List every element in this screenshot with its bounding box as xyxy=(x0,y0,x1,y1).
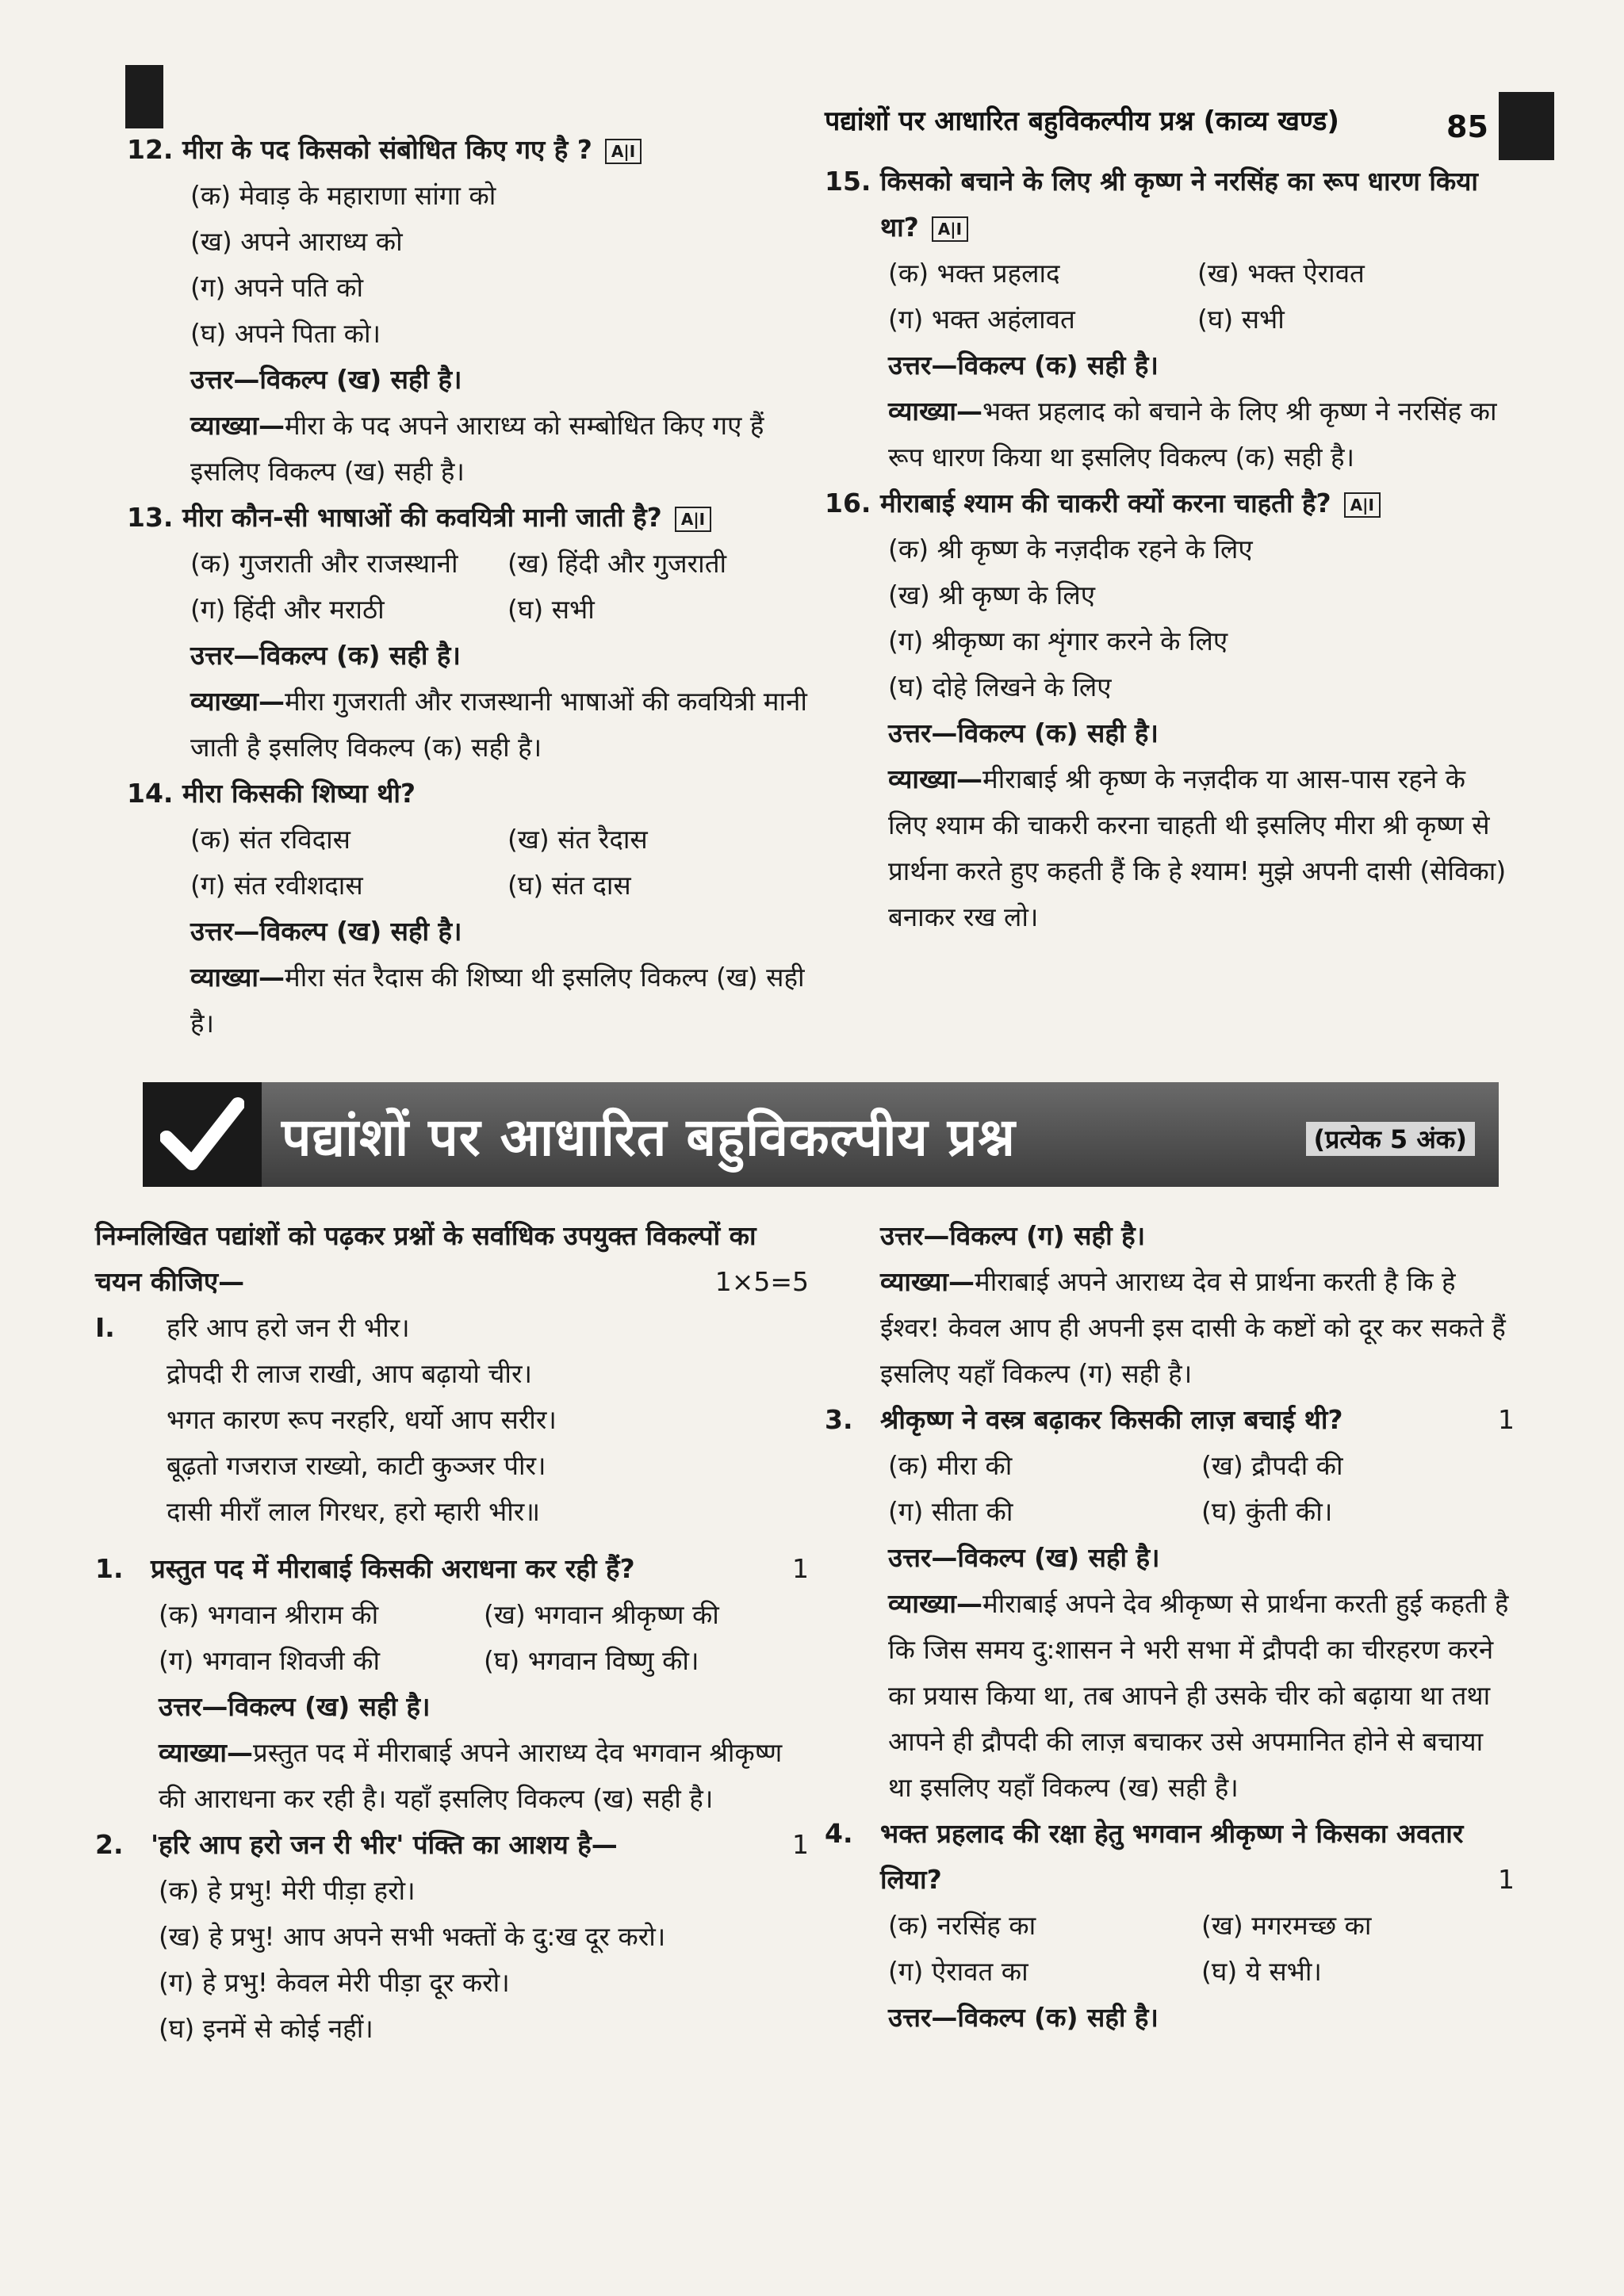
option: (क) संत रविदास xyxy=(190,824,350,855)
answer: उत्तर—विकल्प (ख) सही है। xyxy=(190,364,462,395)
question-number: 14. xyxy=(127,778,174,809)
explanation: व्याख्या—प्रस्तुत पद में मीराबाई अपने आराध्य देव भगवान श्रीकृष्ण की आराधना कर रही है। यहाँ इसलिए विकल्प (ख) सही है। xyxy=(159,1737,783,1814)
option-row xyxy=(888,251,1507,297)
question-text: श्रीकृष्ण ने वस्त्र बढ़ाकर किसकी लाज़ बचाई थी? xyxy=(880,1404,1343,1435)
question-number: 13. xyxy=(127,502,174,533)
option: (ख) हे प्रभु! आप अपने सभी भक्तों के दु:ख दूर करो। xyxy=(159,1921,666,1952)
option: (क) मेवाड़ के महाराणा सांगा को xyxy=(190,180,496,211)
ai-badge: A|I xyxy=(605,139,642,164)
option: (ख) संत रैदास xyxy=(508,824,648,855)
instructions: निम्नलिखित पद्यांशों को पढ़कर प्रश्नों के सर्वाधिक उपयुक्त विकल्पों का चयन कीजिए— 1×5=5 xyxy=(95,1213,809,1305)
top-left-column xyxy=(127,127,825,1047)
option-row xyxy=(888,297,1507,342)
answer: उत्तर—विकल्प (ख) सही है। xyxy=(888,1542,1160,1573)
option: (घ) इनमें से कोई नहीं। xyxy=(159,2013,373,2044)
option-row xyxy=(888,1949,1515,1995)
ai-badge: A|I xyxy=(1344,492,1381,518)
question-text: किसको बचाने के लिए श्री कृष्ण ने नरसिंह का रूप धारण किया था? xyxy=(880,166,1478,243)
section-title: पद्यांशों पर आधारित बहुविकल्पीय प्रश्न xyxy=(282,1107,1016,1168)
question-block xyxy=(825,1811,1515,2041)
explanation: व्याख्या—मीरा के पद अपने आराध्य को सम्बोधित किए गए हैं इसलिए विकल्प (ख) सही है। xyxy=(190,410,764,487)
option: (क) मीरा की xyxy=(888,1450,1013,1481)
poem-line: द्रोपदी री लाज राखी, आप बढ़ायो चीर। xyxy=(167,1358,532,1389)
poem xyxy=(95,1305,809,1535)
option: (ग) श्रीकृष्ण का शृंगार करने के लिए xyxy=(888,626,1228,656)
option-row xyxy=(888,1443,1515,1489)
option: (ख) भक्त ऐरावत xyxy=(1197,258,1365,289)
question-text: मीराबाई श्याम की चाकरी क्यों करना चाहती है? xyxy=(880,488,1331,519)
option: (ग) संत रवीशदास xyxy=(190,870,363,901)
question-block xyxy=(825,1397,1515,1811)
question-mark: 1 xyxy=(792,1829,809,1860)
ai-badge: A|I xyxy=(932,216,968,242)
option-row xyxy=(159,1638,809,1684)
option: (ख) अपने आराध्य को xyxy=(190,226,403,257)
option: (घ) अपने पिता को। xyxy=(190,318,381,349)
running-header: पद्यांशों पर आधारित बहुविकल्पीय प्रश्न (काव्य खण्ड) xyxy=(825,105,1339,137)
option: (ग) ऐरावत का xyxy=(888,1956,1028,1987)
option: (क) नरसिंह का xyxy=(888,1910,1036,1941)
page-number-box xyxy=(1419,92,1554,160)
explanation: व्याख्या—मीरा गुजराती और राजस्थानी भाषाओं की कवयित्री मानी जाती है इसलिए विकल्प (क) सही है। xyxy=(190,686,807,763)
question-text: मीरा कौन-सी भाषाओं की कवयित्री मानी जाती है? xyxy=(182,502,662,533)
poem-line: बूढ़तो गजराज राख्यो, काटी कुञ्जर पीर। xyxy=(167,1450,546,1481)
question-number: 3. xyxy=(825,1404,853,1435)
ai-badge: A|I xyxy=(675,507,711,532)
option-row xyxy=(190,541,825,587)
option: (क) गुजराती और राजस्थानी xyxy=(190,548,458,579)
option: (ग) हिंदी और मराठी xyxy=(190,594,385,625)
answer: उत्तर—विकल्प (क) सही है। xyxy=(888,718,1159,748)
option: (घ) सभी xyxy=(1197,304,1285,335)
question-number: 2. xyxy=(95,1829,124,1860)
question-mark: 1 xyxy=(792,1553,809,1584)
question-number: 1. xyxy=(95,1553,124,1584)
option: (ख) मगरमच्छ का xyxy=(1201,1910,1372,1941)
poem-line: हरि आप हरो जन री भीर। xyxy=(167,1312,410,1343)
explanation: व्याख्या—मीराबाई श्री कृष्ण के नज़दीक या आस-पास रहने के लिए श्याम की चाकरी करना चाहती थी इसलिए मीरा श्री कृष्ण से प्रार्थना करते हुए कहती हैं कि हे श्याम! मुझे अपनी दासी (सेविका) बनाकर रख लो। xyxy=(888,763,1507,932)
option-row xyxy=(190,587,825,633)
option-row xyxy=(888,1489,1515,1535)
answer: उत्तर—विकल्प (ख) सही है। xyxy=(190,916,462,947)
question-text: मीरा के पद किसको संबोधित किए गए है ? xyxy=(182,134,592,165)
option: (घ) ये सभी। xyxy=(1201,1956,1322,1987)
instructions-marks: 1×5=5 xyxy=(714,1266,809,1297)
option: (ग) सीता की xyxy=(888,1496,1013,1527)
option: (ख) श्री कृष्ण के लिए xyxy=(888,580,1095,610)
option-row xyxy=(190,863,825,909)
question-text: मीरा किसकी शिष्या थी? xyxy=(182,778,416,809)
explanation: व्याख्या—मीराबाई अपने आराध्य देव से प्रार्थना करती है कि हे ईश्वर! केवल आप ही अपनी इस दासी के कष्टों को दूर कर सकते हैं इसलिए यहाँ विकल्प (ग) सही है। xyxy=(880,1266,1506,1389)
option: (ख) हिंदी और गुजराती xyxy=(508,548,727,579)
question-block xyxy=(95,1822,809,2052)
option: (घ) भगवान विष्णु की। xyxy=(484,1645,699,1676)
bottom-left-column xyxy=(95,1213,809,2052)
poem-line: भगत कारण रूप नरहरि, धर्यो आप सरीर। xyxy=(167,1404,557,1435)
question-block xyxy=(825,159,1507,480)
question-block xyxy=(825,480,1507,940)
question-mark: 1 xyxy=(1498,1864,1515,1895)
option: (ग) अपने पति को xyxy=(190,272,364,303)
bottom-right-column xyxy=(825,1213,1515,2041)
option: (क) भगवान श्रीराम की xyxy=(159,1599,379,1630)
answer: उत्तर—विकल्प (क) सही है। xyxy=(888,350,1159,381)
option: (ग) भगवान शिवजी की xyxy=(159,1645,381,1676)
question-number: 16. xyxy=(825,488,871,519)
poem-number: I. xyxy=(95,1312,115,1343)
top-right-column xyxy=(825,159,1507,940)
question-number: 12. xyxy=(127,134,174,165)
option: (ग) भक्त अहंलावत xyxy=(888,304,1075,335)
option-row xyxy=(190,817,825,863)
question-block xyxy=(127,771,825,1047)
explanation: व्याख्या—भक्त प्रहलाद को बचाने के लिए श्री कृष्ण ने नरसिंह का रूप धारण किया था इसलिए विकल्प (क) सही है। xyxy=(888,396,1497,473)
question-number: 4. xyxy=(825,1818,853,1849)
question-number: 15. xyxy=(825,166,871,197)
question-text: भक्त प्रहलाद की रक्षा हेतु भगवान श्रीकृष्ण ने किसका अवतार लिया? xyxy=(880,1818,1464,1895)
option: (क) हे प्रभु! मेरी पीड़ा हरो। xyxy=(159,1875,416,1906)
answer: उत्तर—विकल्प (क) सही है। xyxy=(190,640,461,671)
option: (ग) हे प्रभु! केवल मेरी पीड़ा दूर करो। xyxy=(159,1967,510,1998)
question-text: 'हरि आप हरो जन री भीर' पंक्ति का आशय है— xyxy=(151,1829,618,1860)
option-row xyxy=(888,1903,1515,1949)
question-block xyxy=(127,495,825,771)
page-number: 85 xyxy=(1446,109,1488,144)
explanation: व्याख्या—मीराबाई अपने देव श्रीकृष्ण से प्रार्थना करती हुई कहती है कि जिस समय दु:शासन ने भरी सभा में द्रौपदी का चीरहरण करने का प्रयास किया था, तब आपने ही उसके चीर को बढ़ाया था तथा आपने ही द्रौपदी की लाज़ बचाकर उसे अपमानित होने से बचाया था इसलिए यहाँ विकल्प (ख) सही है। xyxy=(888,1588,1509,1803)
option: (घ) कुंती की। xyxy=(1201,1496,1333,1527)
option: (घ) सभी xyxy=(508,594,595,625)
answer: उत्तर—विकल्प (ग) सही है। xyxy=(880,1220,1146,1251)
option: (घ) दोहे लिखने के लिए xyxy=(888,672,1112,702)
question-block xyxy=(127,127,825,495)
option: (क) भक्त प्रहलाद xyxy=(888,258,1060,289)
checkmark-icon xyxy=(143,1082,262,1187)
page-number-bar xyxy=(1499,92,1554,160)
answer: उत्तर—विकल्प (क) सही है। xyxy=(888,2002,1159,2033)
option: (क) श्री कृष्ण के नज़दीक रहने के लिए xyxy=(888,534,1253,564)
option: (ख) भगवान श्रीकृष्ण की xyxy=(484,1599,719,1630)
section-banner xyxy=(143,1082,1499,1187)
poem-line: दासी मीराँ लाल गिरधर, हरो म्हारी भीर॥ xyxy=(167,1496,541,1527)
question-text: प्रस्तुत पद में मीराबाई किसकी अराधना कर रही हैं? xyxy=(151,1553,635,1584)
marks-note: (प्रत्येक 5 अंक) xyxy=(1306,1122,1475,1156)
corner-mark xyxy=(125,65,163,128)
explanation: व्याख्या—मीरा संत रैदास की शिष्या थी इसलिए विकल्प (ख) सही है। xyxy=(190,962,805,1039)
answer: उत्तर—विकल्प (ख) सही है। xyxy=(159,1691,431,1722)
option: (ख) द्रौपदी की xyxy=(1201,1450,1343,1481)
question-mark: 1 xyxy=(1498,1404,1515,1435)
option-row xyxy=(159,1592,809,1638)
option: (घ) संत दास xyxy=(508,870,631,901)
question-block xyxy=(95,1546,809,1822)
